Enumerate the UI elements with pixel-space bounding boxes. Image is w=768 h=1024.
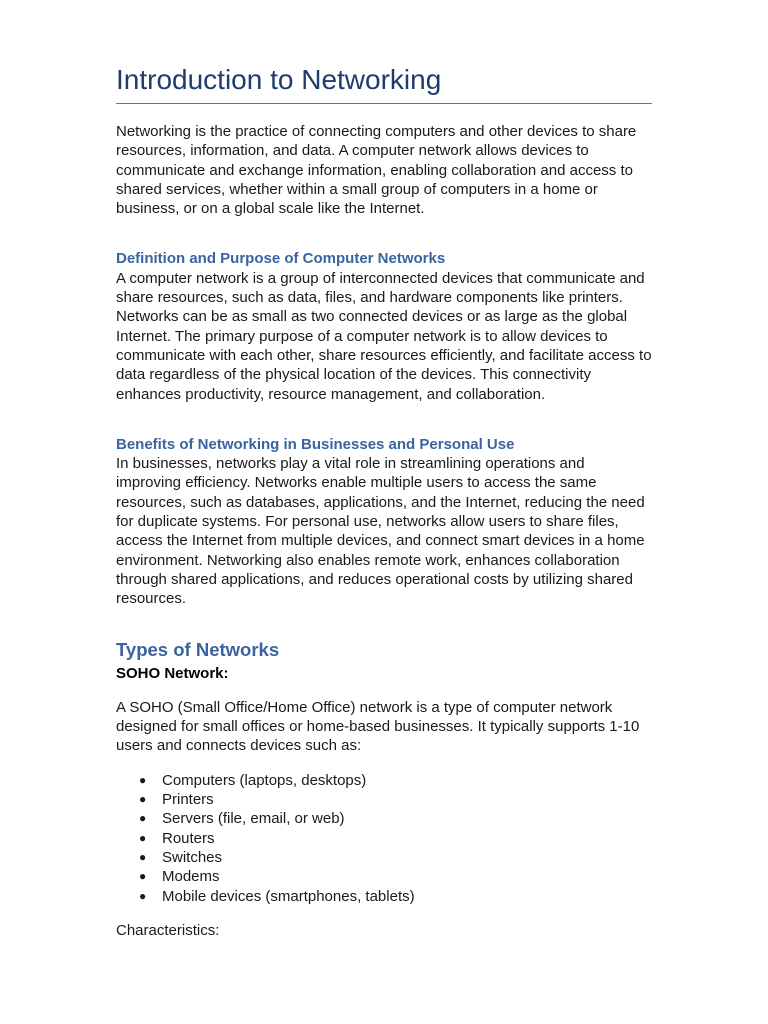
section-body-benefits: In businesses, networks play a vital role in streamlining operations and improving efficiency. Networks enable multiple users to access the same resources, such as databases, applications, and the Internet, reducing the need for duplicate systems. For personal use, networks allow users to share files, access the Internet from multiple devices, and connect smart devices in a home environment. Networking also enables remote work, enhances collaboration through shared applications, and reduces operational costs by utilizing shared resources. xyxy=(116,455,645,608)
document-page xyxy=(116,62,652,940)
bullet-icon: ● xyxy=(139,811,147,826)
list-item-text: Mobile devices (smartphones, tablets) xyxy=(162,887,415,905)
soho-paragraph: A SOHO (Small Office/Home Office) network is a type of computer network designed for small offices or home-based businesses. It typically supports 1-10 users and connects devices such as: xyxy=(116,698,640,755)
bullet-icon: ● xyxy=(139,869,147,884)
list-item xyxy=(116,771,652,790)
types-heading: Types of Networks xyxy=(116,638,280,660)
characteristics-label: Characteristics: xyxy=(116,921,220,939)
device-list xyxy=(116,771,652,906)
list-item xyxy=(116,790,652,809)
list-item-text: Modems xyxy=(162,868,220,886)
bullet-icon: ● xyxy=(139,830,147,845)
section-body-definition: A computer network is a group of interconnected devices that communicate and share resources, such as data, files, and hardware components like printers. Networks can be as small as two connected devices or as large as the global Internet. The primary purpose of a computer network is to allow devices to communicate with each other, share resources efficiently, and facilitate access to data regardless of the physical location of the devices. This connectivity enhances productivity, resource management, and collaboration. xyxy=(116,269,652,403)
list-item-text: Computers (laptops, desktops) xyxy=(162,771,367,789)
section-heading-definition: Definition and Purpose of Computer Networks xyxy=(116,250,446,268)
list-item xyxy=(116,887,652,906)
intro-paragraph: Networking is the practice of connecting computers and other devices to share resources, information, and data. A computer network allows devices to communicate and exchange information, enabling collaboration and access to shared services, whether within a small group of computers in a home or business, or on a global scale like the Internet. xyxy=(116,123,637,218)
list-item-text: Routers xyxy=(162,829,215,847)
bullet-icon: ● xyxy=(139,772,147,787)
list-item xyxy=(116,848,652,867)
bullet-icon: ● xyxy=(139,849,147,864)
list-item-text: Switches xyxy=(162,848,223,866)
page-title: Introduction to Networking xyxy=(116,62,652,104)
list-item xyxy=(116,809,652,828)
soho-heading: SOHO Network: xyxy=(116,664,229,682)
bullet-icon: ● xyxy=(139,792,147,807)
section-heading-benefits: Benefits of Networking in Businesses and Personal Use xyxy=(116,435,515,453)
list-item-text: Servers (file, email, or web) xyxy=(162,810,345,828)
list-item-text: Printers xyxy=(162,791,214,809)
bullet-icon: ● xyxy=(139,888,147,903)
list-item xyxy=(116,867,652,886)
list-item xyxy=(116,829,652,848)
